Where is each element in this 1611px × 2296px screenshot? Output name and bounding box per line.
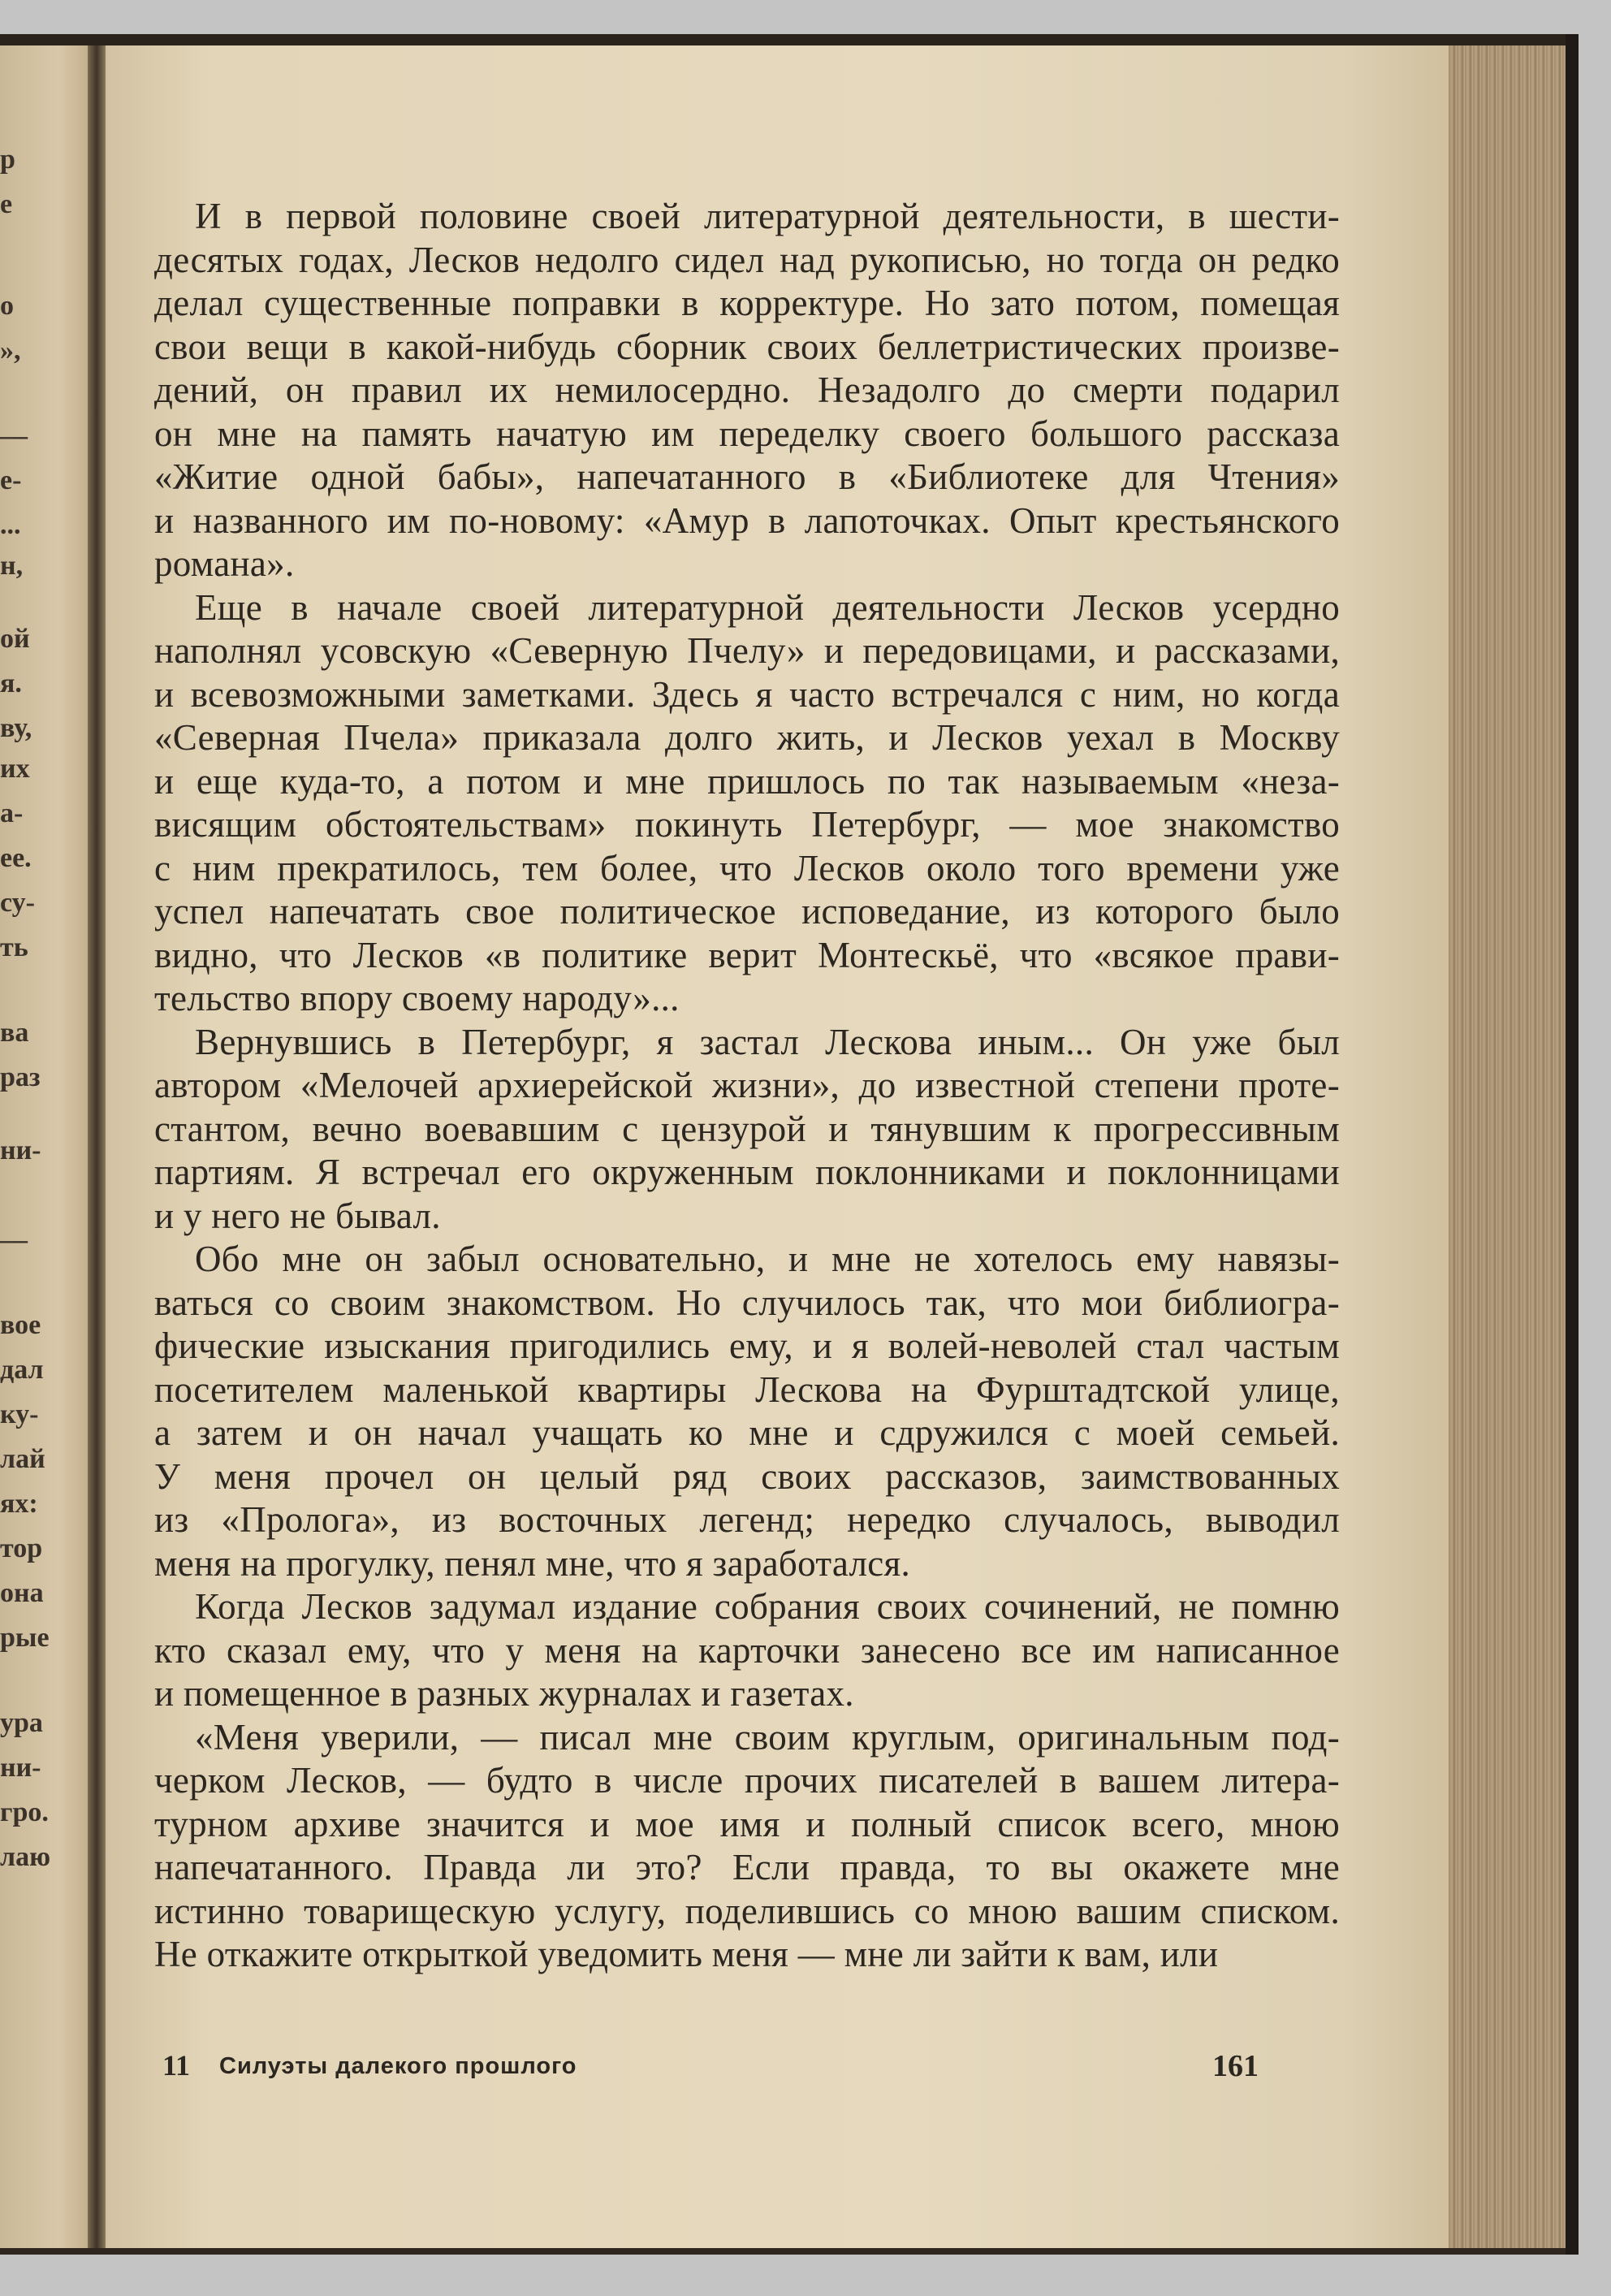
text-line: из «Пролога», из восточных легенд; нередко случалось, выводил [154, 1499, 1340, 1540]
left-page-text-fragment: о [0, 291, 14, 321]
text-line: с ним прекратилось, тем более, что Лесков около того времени уже [154, 847, 1340, 889]
text-line: автором «Мелочей архиерейской жизни», до известной степени проте- [154, 1065, 1340, 1105]
left-page-text-fragment: ку- [0, 1399, 39, 1429]
book-gutter [88, 45, 106, 2255]
text-line: и помещенное в разных журналах и газетах. [154, 1673, 854, 1714]
paragraph [154, 1021, 1340, 1239]
text-line: Вернувшись в Петербург, я застал Лескова иным... Он уже был [195, 1021, 1340, 1062]
left-page-text-fragment: е [0, 189, 13, 219]
left-page-text-fragment: тор [0, 1533, 43, 1563]
text-line: а затем и он начал учащать ко мне и сдружился с моей семьей. [154, 1412, 1340, 1453]
text-line: и названного им по-новому: «Амур в лапоточках. Опыт крестьянского [154, 499, 1340, 541]
text-line: свои вещи в какой-нибудь сборник своих беллетристических произве- [154, 326, 1340, 367]
page-footer [162, 2048, 1259, 2089]
page-stack-edges [1449, 45, 1566, 2255]
text-line: ваться со своим знакомством. Но случилось так, что мои библиогра- [154, 1282, 1340, 1323]
text-line: и у него не бывал. [154, 1195, 441, 1236]
left-page-text-fragment: ни- [0, 1753, 41, 1783]
left-page-text-fragment: их [0, 754, 30, 784]
text-line: турном архиве значится и мое имя и полный список всего, мною [154, 1803, 1340, 1844]
left-page-text-fragment: ть [0, 932, 28, 962]
left-page-text-fragment: раз [0, 1062, 41, 1092]
left-page-text-fragment: ой [0, 624, 30, 654]
text-line: «Северная Пчела» приказала долго жить, и Лесков уехал в Москву [154, 717, 1340, 758]
text-line: и еще куда-то, а потом и мне пришлось по так называемым «неза- [154, 760, 1340, 802]
text-line: меня на прогулку, пенял мне, что я заработался. [154, 1542, 911, 1584]
text-line: «Житие одной бабы», напечатанного в «Библиотеке для Чтения» [154, 456, 1340, 497]
text-line: напечатанного. Правда ли это? Если правда, то вы окажете мне [154, 1847, 1340, 1887]
left-page-text-fragment: рые [0, 1623, 50, 1653]
text-line: видно, что Лесков «в политике верит Монтескьё, что «всякое прави- [154, 934, 1340, 975]
left-page-text-fragment: лай [0, 1444, 45, 1474]
left-page-text-fragment: она [0, 1578, 44, 1608]
text-line: успел напечатать свое политическое исповедание, из которого было [154, 891, 1340, 932]
printer-signature-mark: 11 [162, 2049, 191, 2082]
left-page-text-fragment: н, [0, 551, 24, 581]
left-page-text-fragment: ... [0, 510, 21, 540]
text-line: тельство впору своему народу»... [154, 978, 680, 1018]
left-page-text-fragment: — [0, 421, 28, 451]
text-line: И в первой половине своей литературной деятельности, в шести- [195, 196, 1340, 236]
left-page-text-fragment: я. [0, 668, 22, 698]
text-line: фические изыскания пригодились ему, и я волей-неволей стал частым [154, 1325, 1340, 1366]
paragraph [154, 586, 1340, 1021]
left-page-text-fragment: ва [0, 1018, 29, 1048]
scan-bottom-margin [0, 2255, 1611, 2296]
text-line: партиям. Я встречал его окруженным поклонниками и поклонницами [154, 1152, 1340, 1192]
left-page-text-fragment: ни- [0, 1135, 41, 1165]
paragraph [154, 1585, 1340, 1716]
left-page-fragment [0, 45, 97, 2255]
scan-top-margin [0, 0, 1611, 37]
left-page-text-fragment: », [0, 335, 21, 365]
text-line: дений, он правил их немилосердно. Незадолго до смерти подарил [154, 370, 1340, 410]
left-page-text-fragment: лаю [0, 1842, 51, 1872]
text-line: Обо мне он забыл основательно, и мне не хотелось ему навязы- [195, 1239, 1340, 1279]
left-page-text-fragment: ура [0, 1708, 43, 1738]
page-number: 161 [1212, 2049, 1259, 2083]
left-page-text-fragment: е- [0, 465, 22, 495]
text-line: романа». [154, 543, 295, 584]
text-line: наполнял усовскую «Северную Пчелу» и передовицами, и рассказами, [154, 630, 1340, 671]
left-page-text-fragment: гро. [0, 1797, 49, 1827]
text-line: кто сказал ему, что у меня на карточки занесено все им написанное [154, 1629, 1340, 1671]
text-line: делал существенные поправки в корректуре. Но зато потом, помещая [154, 283, 1340, 323]
left-page-text-fragment: ву, [0, 713, 32, 743]
left-page-text-fragment: вое [0, 1310, 41, 1340]
text-line: стантом, вечно воевавшим с цензурой и тянувшим к прогрессивным [154, 1108, 1340, 1149]
text-line: и всевозможными заметками. Здесь я часто встречался с ним, но когда [154, 673, 1340, 715]
text-line: посетителем маленькой квартиры Лескова на Фурштадтской улице, [154, 1369, 1340, 1410]
text-line: «Меня уверили, — писал мне своим круглым, оригинальным под- [195, 1716, 1340, 1758]
paragraph [154, 195, 1340, 586]
left-page-text-fragment: дал [0, 1355, 44, 1385]
text-line: Не откажите открыткой уведомить меня — мне ли зайти к вам, или [154, 1934, 1219, 1974]
book-top-edge [0, 34, 1566, 45]
text-line: он мне на память начатую им переделку своего большого рассказа [154, 413, 1340, 454]
left-page-text-fragment: су- [0, 888, 35, 918]
paragraph [154, 1238, 1340, 1585]
text-line: десятых годах, Лесков недолго сидел над рукописью, но тогда он редко [154, 239, 1340, 280]
text-line: У меня прочел он целый ряд своих рассказов, заимствованных [154, 1455, 1340, 1497]
left-page-text-fragment: ее. [0, 843, 32, 873]
text-line: черком Лесков, — будто в числе прочих писателей в вашем литера- [154, 1760, 1340, 1801]
book-right-edge [1566, 34, 1579, 2256]
text-line: Когда Лесков задумал издание собрания своих сочинений, не помню [195, 1586, 1340, 1627]
paragraph [154, 1716, 1340, 1977]
left-page-text-fragment: р [0, 145, 15, 175]
text-line: висящим обстоятельствам» покинуть Петербург, — мое знакомство [154, 804, 1340, 845]
left-page-text-fragment: а- [0, 798, 24, 828]
page-body-text [154, 195, 1340, 1977]
text-line: истинно товарищескую услугу, поделившись со мною вашим списком. [154, 1890, 1340, 1931]
left-page-text-fragment: ях: [0, 1489, 38, 1519]
left-page-text-fragment: — [0, 1225, 28, 1255]
running-title: Силуэты далекого прошлого [219, 2053, 577, 2079]
text-line: Еще в начале своей литературной деятельности Лесков усердно [195, 586, 1340, 628]
